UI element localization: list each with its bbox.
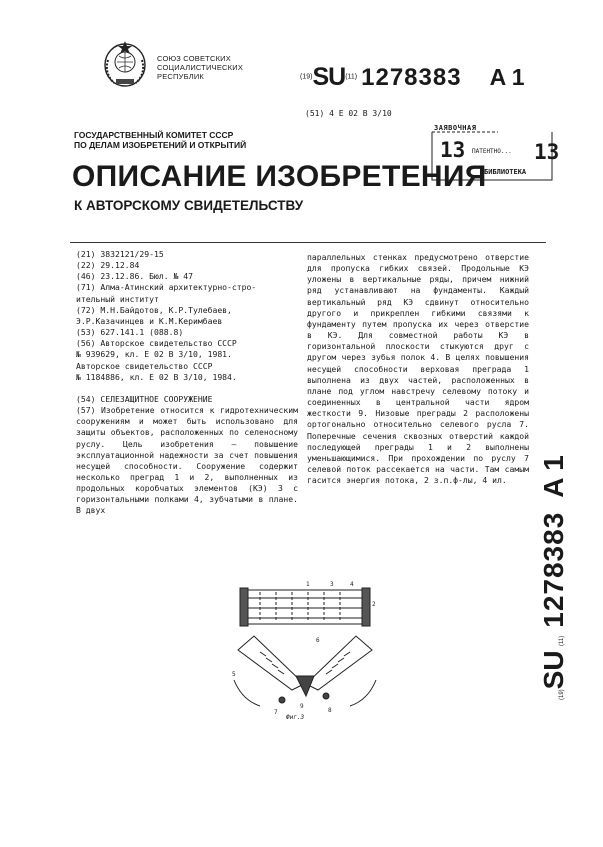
figure-drawing [230,580,380,720]
figure-label: 9 [300,703,304,710]
biblio-line [76,383,298,394]
committee-line-2: ПО ДЕЛАМ ИЗОБРЕТЕНИЙ И ОТКРЫТИЙ [74,140,247,150]
vertical-tag-19: (19) [559,689,565,700]
country-line-2: СОЦИАЛИСТИЧЕСКИХ [157,63,244,72]
vertical-country: SU [538,650,569,690]
biblio-line: (71) Алма-Атинский архитектурно-стро- [76,282,257,293]
committee-name [74,130,246,150]
biblio-line: (72) М.Н.Байдотов, К.Р.Тулебаев, [76,304,232,315]
biblio-line: (53) 627.141.1 (088.8) [76,327,184,338]
biblio-line: (21) 3832121/29-15 [76,249,164,259]
biblio-line: (56) Авторское свидетельство СССР [76,338,237,349]
document-subtitle: К АВТОРСКОМУ СВИДЕТЕЛЬСТВУ [74,198,304,213]
tag-19: (19) [300,73,313,81]
biblio-line: № 939629, кл. Е 02 В 3/10, 1981. [76,349,232,360]
stamp-bottom: БИБЛИОТЕКА [484,168,527,176]
tag-11: (11) [345,73,358,81]
patent-number: 1278383 [361,64,462,91]
vertical-number: 1278383 [538,511,569,628]
biblio-line: Авторское свидетельство СССР [76,360,213,371]
figure-label: 6 [316,637,320,644]
stamp-left-number: 13 [440,138,466,162]
country-line-1: СОЮЗ СОВЕТСКИХ [157,54,231,63]
stamp-top: ЗАЯВОЧНАЯ [434,124,477,132]
figure-label: 2 [372,601,376,608]
biblio-line: (46) 23.12.86. Бюл. № 47 [76,271,193,282]
country-line-3: РЕСПУБЛИК [157,72,204,81]
patent-kind: A 1 [489,64,525,90]
figure-caption: Фиг.3 [286,714,305,721]
vertical-patent-number [536,380,576,720]
ipc-classification: (51) 4 E 02 B 3/10 [305,109,392,118]
biblio-line: ительный институт [76,293,159,304]
divider [70,242,546,243]
ussr-emblem-icon [100,38,150,90]
country-name [157,54,243,81]
patent-number-block [300,63,525,92]
stamp-middle: ПАТЕНТНО... [472,148,512,155]
figure-label: 8 [328,707,332,714]
committee-line-1: ГОСУДАРСТВЕННЫЙ КОМИТЕТ СССР [74,130,234,140]
invention-title: (54) СЕЛЕЗАЩИТНОЕ СООРУЖЕНИЕ [76,393,213,404]
biblio-line: № 1184886, кл. Е 02 В 3/10, 1984. [76,371,237,382]
biblio-line: Э.Р.Казачинцев и К.М.Керимбаев [76,315,223,326]
figure-label: 1 [306,581,310,588]
abstract-right: параллельных стенках предусмотрено отверстие для пропуска гибких связей. Продольные КЭ уложены в вертикальные ряды, причем нижний ряд устанавливают на фундаменты. Каждый вертикальный ряд КЭ сдвинут относительно другого и прикреплен гибкими связями к фундаменту путем пропуска их через отверстие в КЭ. Для совместной работы КЭ в горизонтальной плоскости стыкуются друг с другом через зубья полок 4. В целях повышения несущей способности верховая преграда 1 выполнена из двух частей, расположенных в плане под углом навстречу селевому потоку и соединенных в центральной части ядром жесткости 9. Низовые преграды 2 расположены ортогонально относительно селевого русла 7. Поперечные сечения сквозных отверстий каждой последующей преграды 1 и 2 выполнены уменьшающимися. При прохождении по руслу 7 селевой поток рассекается на части. Там самым гасится энергия потока, 2 з.п.ф-лы, 4 ил. [307,252,529,486]
patent-country: SU [312,63,346,91]
document-title: ОПИСАНИЕ ИЗОБРЕТЕНИЯ [72,160,487,193]
figure-label: 3 [330,581,334,588]
left-column [76,249,298,517]
figure-label: 4 [350,581,354,588]
vertical-tag-11: (11) [559,635,565,646]
stamp-right-number: 13 [534,140,560,164]
figure-label: 7 [274,709,278,716]
abstract-left: (57) Изобретение относится к гидротехническим сооружениям и может быть использовано для защиты объектов, расположенных по селеносному руслу. Цель изобретения – повышение эксплуатационной надежности за счет повышения несущей способности. Сооружение содержит несколько преград 1 и 2, выполненных из продольных коробчатых элементов (КЭ) 3 с горизонтальными полками 4, зубчатыми в плане. В двух [76,405,298,516]
figure-label: 5 [232,671,236,678]
vertical-kind: A 1 [538,455,569,498]
biblio-line: (22) 29.12.84 [76,260,140,271]
